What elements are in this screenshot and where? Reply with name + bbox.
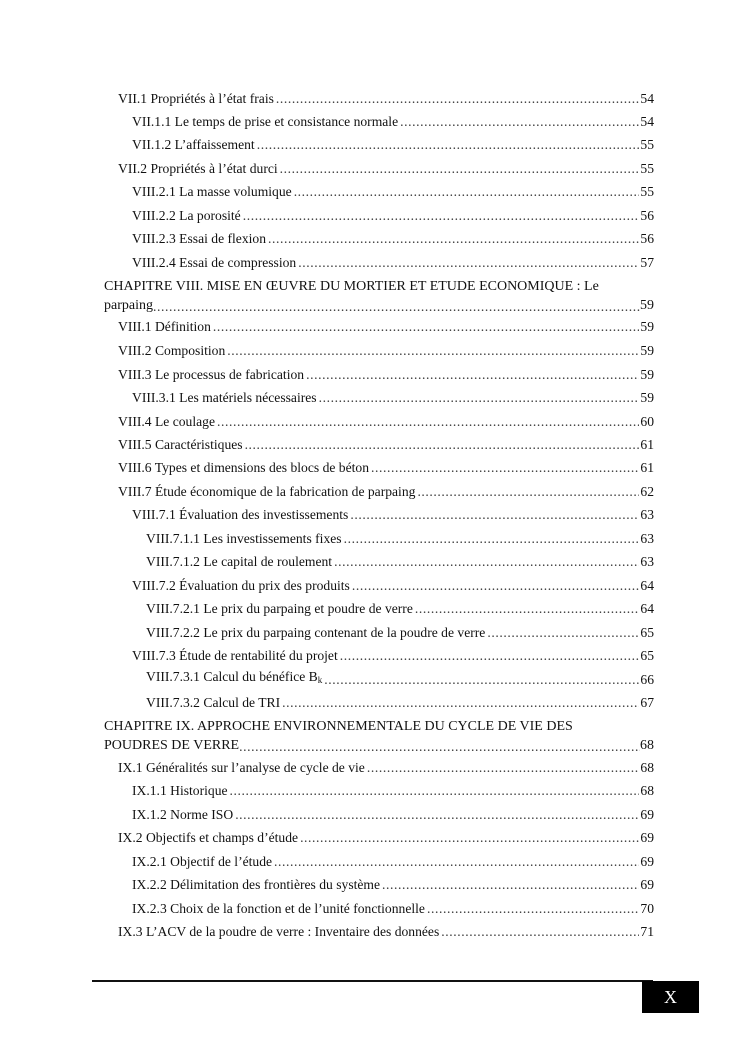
dot-leader (319, 389, 640, 407)
chapter-title-line2 (104, 296, 654, 315)
toc-entry-ix-2-1[interactable] (132, 851, 654, 871)
dot-leader (276, 90, 640, 108)
toc-entry-title: VIII.7.2.2 Le prix du parpaing contenant de la poudre de verre (146, 625, 486, 640)
toc-entry-viii-2-3[interactable] (132, 228, 654, 248)
dot-leader (441, 923, 639, 941)
toc-entry-viii-2-4[interactable] (132, 252, 654, 272)
toc-chapter-ix[interactable] (104, 717, 654, 755)
toc-entry-title: VII.1.2 L’affaissement (132, 137, 255, 152)
toc-entry-viii-3[interactable] (118, 364, 654, 384)
chapter-title-tail: parpaing (104, 298, 153, 313)
dot-leader (371, 459, 639, 477)
toc-entry-page: 61 (640, 460, 654, 475)
toc-entry-viii-7-2-2[interactable] (146, 622, 654, 642)
toc-entry-page: 59 (640, 319, 654, 334)
dot-leader (417, 483, 639, 501)
dot-leader (245, 436, 640, 454)
dot-leader (382, 876, 639, 894)
toc-entry-page: 55 (640, 161, 654, 176)
toc-entry-viii-7-3-1[interactable] (146, 669, 654, 689)
toc-entry-title: IX.1 Généralités sur l’analyse de cycle de vie (118, 760, 365, 775)
toc-entry-page: 64 (640, 578, 654, 593)
chapter-title-line1: CHAPITRE VIII. MISE EN ŒUVRE DU MORTIER ET ETUDE ECONOMIQUE : Le (104, 279, 599, 294)
toc-entry-title: VIII.7.3.2 Calcul de TRI (146, 695, 281, 710)
toc-entry-title: VIII.2.1 La masse volumique (132, 184, 292, 199)
toc-entry-page: 64 (640, 601, 654, 616)
toc-entry-viii-6[interactable] (118, 457, 654, 477)
toc-entry-page: 70 (640, 901, 654, 916)
toc-entry-page: 55 (640, 184, 654, 199)
toc-entry-title: VIII.5 Caractéristiques (118, 437, 243, 452)
dot-leader (350, 506, 639, 524)
dot-leader (235, 806, 639, 824)
dot-leader (282, 694, 639, 712)
toc-entry-page: 60 (640, 414, 654, 429)
toc-entry-viii-7-1-2[interactable] (146, 551, 654, 571)
dot-leader (239, 737, 640, 755)
toc-entry-page: 65 (640, 648, 654, 663)
toc-entry-vii-1[interactable] (118, 88, 654, 108)
toc-entry-title: VII.1 Propriétés à l’état frais (118, 91, 274, 106)
toc-entry-page: 59 (640, 390, 654, 405)
toc-entry-title: VIII.2.3 Essai de flexion (132, 231, 267, 246)
toc-entry-viii-3-1[interactable] (132, 387, 654, 407)
dot-leader (268, 230, 639, 248)
toc-entry-title: IX.2 Objectifs et champs d’étude (118, 830, 299, 845)
toc-entry-viii-7-3-2[interactable] (146, 692, 654, 712)
toc-entry-page: 66 (640, 672, 654, 687)
dot-leader (243, 207, 640, 225)
toc-entry-title: VIII.7.1.2 Le capital de roulement (146, 554, 333, 569)
page-number-label: X (664, 986, 677, 1007)
toc-entry-viii-7-1-1[interactable] (146, 528, 654, 548)
toc-entry-page: 69 (640, 877, 654, 892)
chapter-page: 68 (640, 738, 654, 753)
dot-leader (340, 647, 640, 665)
toc-entry-ix-1-2[interactable] (132, 804, 654, 824)
toc-entry-page: 54 (640, 91, 654, 106)
toc-entry-page: 54 (640, 114, 654, 129)
toc-entry-title: IX.2.1 Objectif de l’étude (132, 854, 273, 869)
toc-entry-title: VIII.2.2 La porosité (132, 208, 241, 223)
dot-leader (344, 530, 640, 548)
toc-entry-page: 68 (640, 783, 654, 798)
toc-entry-viii-1[interactable] (118, 316, 654, 336)
toc-entry-title: IX.2.2 Délimitation des frontières du système (132, 877, 381, 892)
dot-leader (257, 136, 640, 154)
toc-entry-ix-1-1[interactable] (132, 780, 654, 800)
toc-entry-ix-2[interactable] (118, 827, 654, 847)
toc-entry-viii-7-1[interactable] (132, 504, 654, 524)
toc-entry-page: 67 (640, 695, 654, 710)
dot-leader (274, 853, 639, 871)
toc-entry-title: VIII.7.1 Évaluation des investissements (132, 507, 349, 522)
dot-leader (227, 342, 639, 360)
dot-leader (294, 183, 640, 201)
chapter-title-line1: CHAPITRE IX. APPROCHE ENVIRONNEMENTALE DU CYCLE DE VIE DES (104, 719, 573, 734)
toc-entry-title-text: VIII.7.3.1 Calcul du bénéfice B (146, 669, 318, 684)
dot-leader (280, 160, 640, 178)
toc-entry-page: 63 (640, 507, 654, 522)
dot-leader (427, 900, 639, 918)
toc-chapter-viii[interactable] (104, 277, 654, 315)
toc-entry-viii-2[interactable] (118, 340, 654, 360)
page-number-badge (642, 981, 699, 1013)
toc-entry-vii-2[interactable] (118, 158, 654, 178)
toc-entry-title: IX.3 L’ACV de la poudre de verre : Inventaire des données (118, 924, 440, 939)
toc-entry-ix-2-2[interactable] (132, 874, 654, 894)
toc-entry-page: 59 (640, 367, 654, 382)
footer-rule (92, 980, 653, 982)
dot-leader (400, 113, 639, 131)
dot-leader (334, 553, 639, 571)
toc-entry-title (146, 668, 324, 689)
toc-entry-title: VIII.7.1.1 Les investissements fixes (146, 531, 342, 546)
toc-entry-page: 55 (640, 137, 654, 152)
toc-entry-viii-7-2-1[interactable] (146, 598, 654, 618)
dot-leader (487, 624, 639, 642)
toc-entry-page: 69 (640, 807, 654, 822)
chapter-title-line2 (104, 736, 654, 755)
dot-leader (153, 297, 640, 315)
dot-leader (217, 413, 639, 431)
toc-entry-viii-2-1[interactable] (132, 181, 654, 201)
toc-entry-title: VII.2 Propriétés à l’état durci (118, 161, 278, 176)
toc-entry-page: 56 (640, 231, 654, 246)
toc-entry-viii-4[interactable] (118, 411, 654, 431)
toc-entry-ix-3[interactable] (118, 921, 654, 941)
toc-entry-title: VII.1.1 Le temps de prise et consistance normale (132, 114, 399, 129)
toc-entry-viii-5[interactable] (118, 434, 654, 454)
dot-leader (367, 759, 640, 777)
toc-entry-page: 63 (640, 531, 654, 546)
toc-entry-page: 59 (640, 343, 654, 358)
dot-leader (324, 671, 639, 689)
toc-entry-ix-2-3[interactable] (132, 898, 654, 918)
toc-entry-title: VIII.7.2.1 Le prix du parpaing et poudre de verre (146, 601, 413, 616)
toc-entry-title: IX.1.2 Norme ISO (132, 807, 234, 822)
dot-leader (300, 829, 639, 847)
dot-leader (415, 600, 640, 618)
dot-leader (306, 366, 639, 384)
toc-entry-title: VIII.3.1 Les matériels nécessaires (132, 390, 317, 405)
toc-entry-page: 69 (640, 830, 654, 845)
toc-entry-title: VIII.2 Composition (118, 343, 226, 358)
toc-entry-title: VIII.4 Le coulage (118, 414, 215, 429)
toc-entry-page: 69 (640, 854, 654, 869)
chapter-page: 59 (640, 298, 654, 313)
toc-entry-vii-1-2[interactable] (132, 134, 654, 154)
dot-leader (352, 577, 640, 595)
dot-leader (230, 782, 640, 800)
toc-entry-vii-1-1[interactable] (132, 111, 654, 131)
toc-entry-page: 62 (640, 484, 654, 499)
toc-entry-page: 57 (640, 255, 654, 270)
toc-entry-ix-1[interactable] (118, 757, 654, 777)
toc-entry-page: 71 (640, 924, 654, 939)
chapter-title-tail: POUDRES DE VERRE (104, 738, 240, 753)
toc-entry-title: IX.1.1 Historique (132, 783, 228, 798)
toc-entry-title: VIII.6 Types et dimensions des blocs de béton (118, 460, 369, 475)
dot-leader (213, 318, 640, 336)
subscript-k: k (317, 675, 323, 685)
toc-entry-title: VIII.1 Définition (118, 319, 211, 334)
toc-entry-viii-7-2[interactable] (132, 575, 654, 595)
toc-entry-page: 61 (640, 437, 654, 452)
toc-entry-title: VIII.7.2 Évaluation du prix des produits (132, 578, 350, 593)
toc-entry-title: IX.2.3 Choix de la fonction et de l’unité fonctionnelle (132, 901, 425, 916)
toc-entry-title: VIII.7.3 Étude de rentabilité du projet (132, 648, 338, 663)
dot-leader (298, 254, 639, 272)
toc-entry-viii-7[interactable] (118, 481, 654, 501)
toc-entry-page: 63 (640, 554, 654, 569)
toc-entry-viii-2-2[interactable] (132, 205, 654, 225)
toc-entry-page: 65 (640, 625, 654, 640)
toc-entry-viii-7-3[interactable] (132, 645, 654, 665)
toc-entry-title: VIII.3 Le processus de fabrication (118, 367, 305, 382)
toc-entry-page: 68 (640, 760, 654, 775)
toc-entry-page: 56 (640, 208, 654, 223)
toc-entry-title: VIII.2.4 Essai de compression (132, 255, 297, 270)
toc-entry-title: VIII.7 Étude économique de la fabrication de parpaing (118, 484, 416, 499)
